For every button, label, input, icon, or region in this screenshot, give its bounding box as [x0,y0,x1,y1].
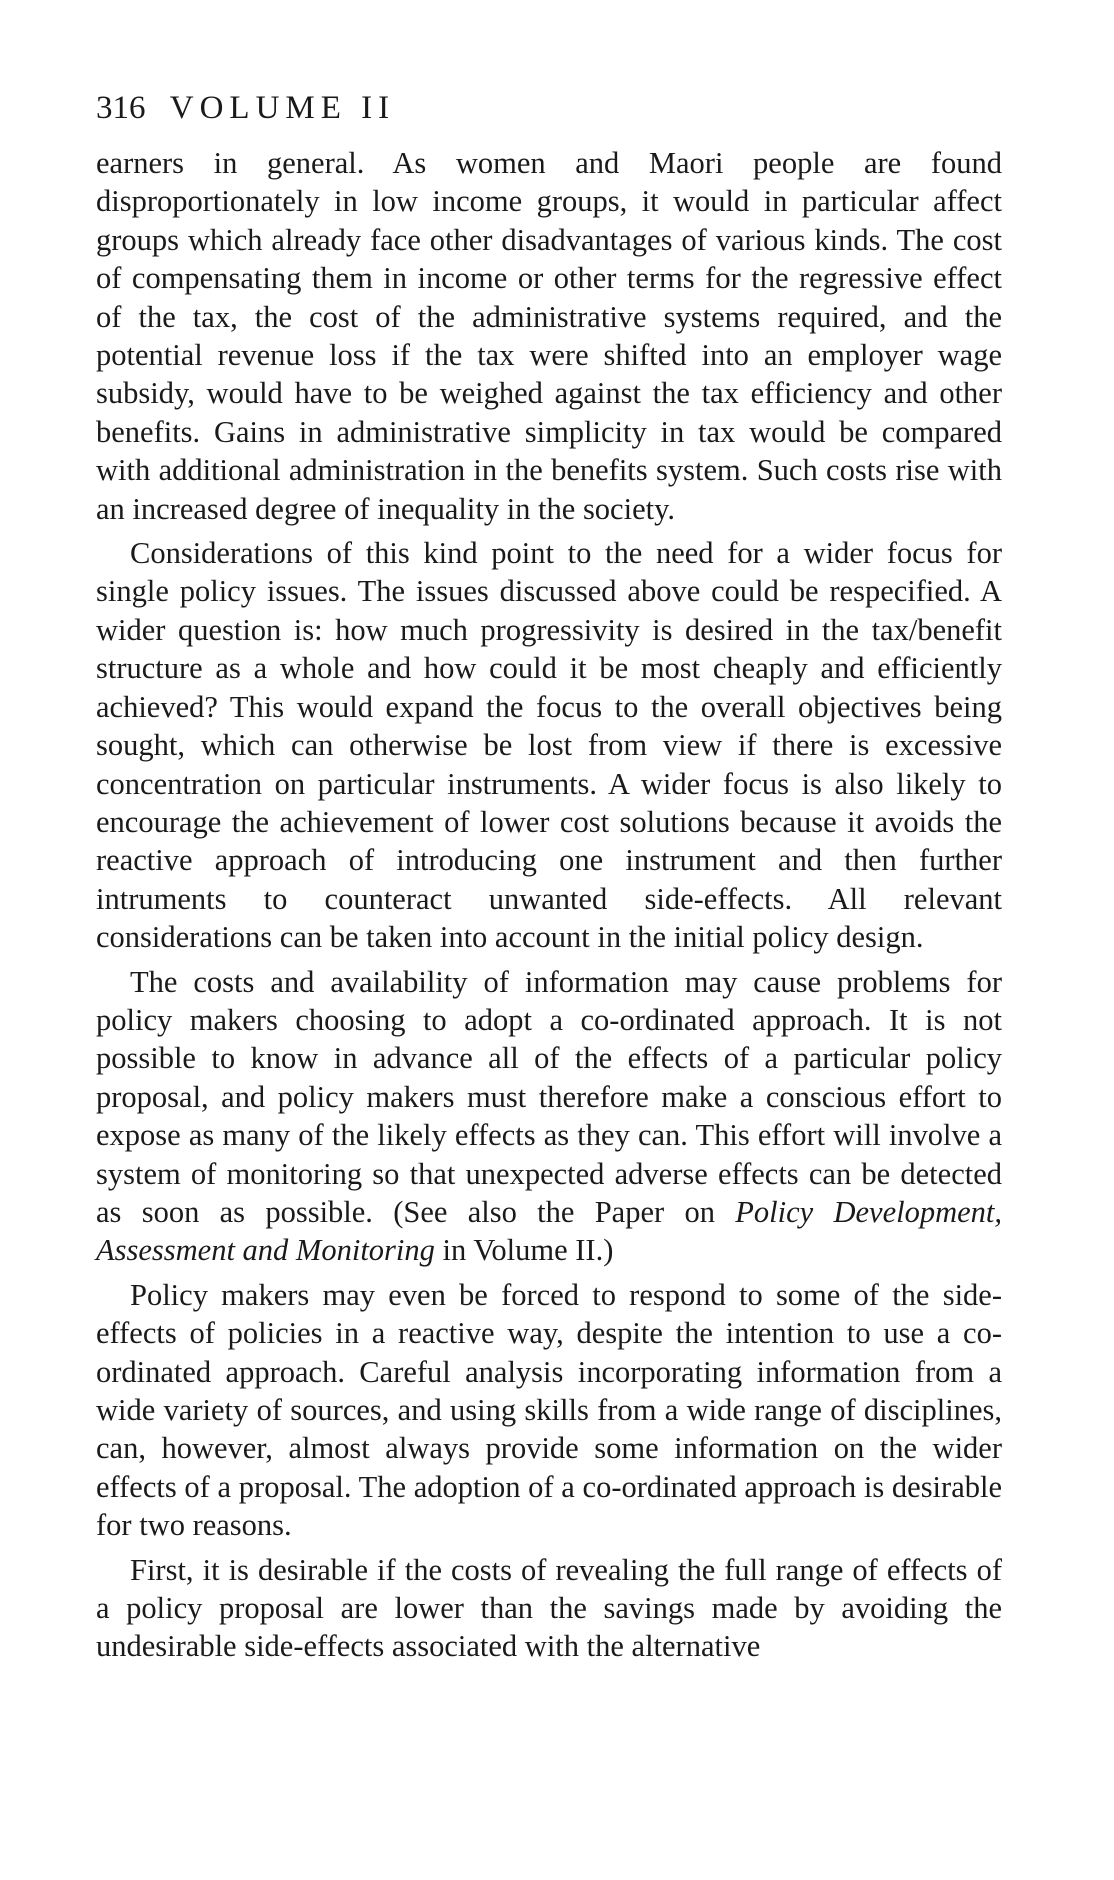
running-header [96,86,1002,130]
body-paragraph: First, it is desirable if the costs of revealing the full range of effects of a policy proposal are lower than the savings made by avoiding the undesirable side-effects associated with the alternative [96,1552,1002,1664]
body-paragraph: Considerations of this kind point to the need for a wider focus for single policy issues. The issues discussed above could be respecified. A wider question is: how much progressivity is desired in the tax/benefit structure as a whole and how could it be most cheaply and efficiently achieved? This would expand the focus to the overall objectives being sought, which can otherwise be lost from view if there is excessive concentration on particular instruments. A wider focus is also likely to encourage the achievement of lower cost solutions because it avoids the reactive approach of introducing one instrument and then further intruments to counteract unwanted side-effects. All relevant considerations can be taken into account in the initial policy design. [96,536,1002,955]
paragraph-text: The costs and availability of information may cause problems for policy makers choosing to adopt a co-ordinated approach. It is not possible to know in advance all of the effects of a particular policy proposal, and policy makers must therefore make a conscious effort to expose as many of the likely effects as they can. This effort will involve a system of monitoring so that unexpected adverse effects can be detected as soon as possible. (See also the Paper on [96,964,1002,1229]
paragraph-text: in Volume II.) [434,1233,614,1268]
page-number: 316 [96,90,146,126]
body-paragraph [96,963,1002,1270]
running-title: VOLUME II [169,90,396,126]
body-paragraph: Policy makers may even be forced to respond to some of the side-effects of policies in a reactive way, despite the intention to use a co-ordinated approach. Careful analysis incorporating information from a wide variety of sources, and using skills from a wide range of disciplines, can, however, almost always provide some information on the wider effects of a proposal. The adoption of a co-ordinated approach is desirable for two reasons. [96,1277,1002,1543]
paper-title-italic: Policy Development, Assessment and Monitoring [96,1194,1002,1268]
body-paragraph: earners in general. As women and Maori people are found disproportionately in low income groups, it would in particular affect groups which already face other disadvantages of various kinds. The cost of compensating them in income or other terms for the regressive effect of the tax, the cost of the administrative systems required, and the potential revenue loss if the tax were shifted into an employer wage subsidy, would have to be weighed against the tax efficiency and other benefits. Gains in administrative simplicity in tax would be compared with additional administration in the benefits system. Such costs rise with an increased degree of inequality in the society. [96,146,1002,526]
document-page [96,86,1002,1666]
